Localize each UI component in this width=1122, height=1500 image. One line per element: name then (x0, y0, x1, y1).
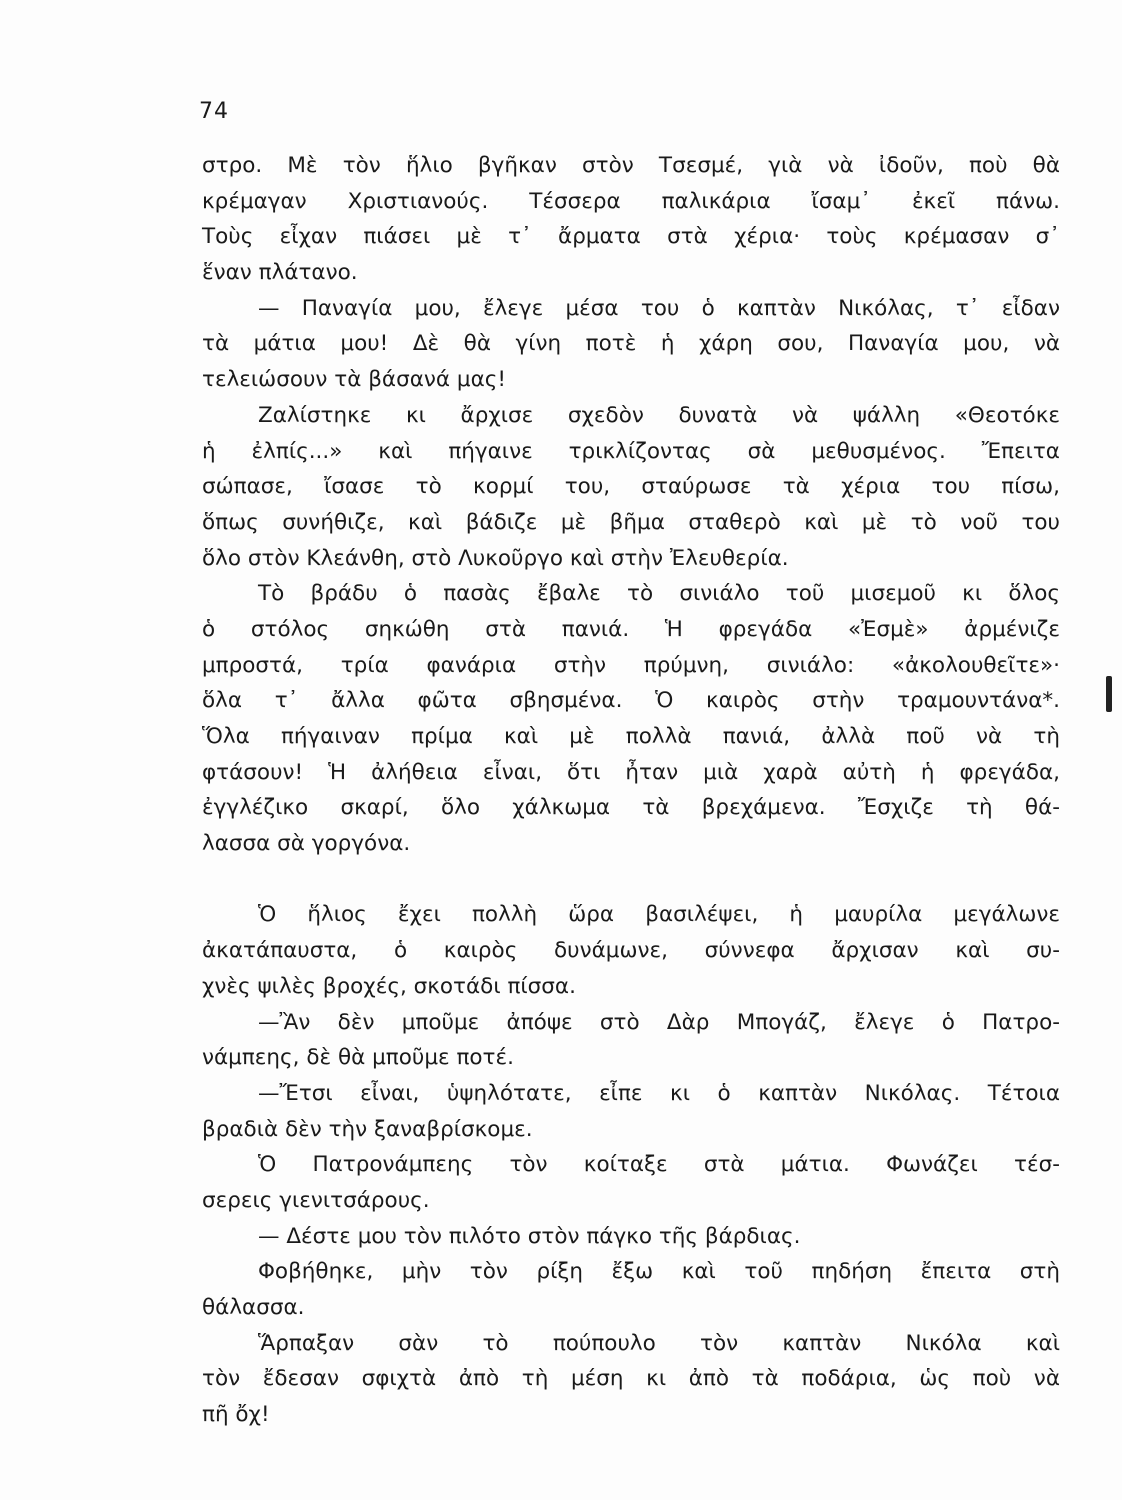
text-line: — Παναγία μου, ἔλεγε μέσα του ὁ καπτὰν Νικόλας, τ᾽ εἶδαν (258, 295, 1060, 321)
page-number: 74 (199, 99, 229, 124)
text-line: τὰ μάτια μου! Δὲ θὰ γίνη ποτὲ ἡ χάρη σου, Παναγία μου, νὰ (202, 331, 1060, 357)
text-line: Ὁ Πατρονάμπεης τὸν κοίταξε στὰ μάτια. Φωνάζει τέσ- (258, 1152, 1060, 1178)
text-line: λασσα σὰ γοργόνα. (202, 831, 411, 857)
text-line: θάλασσα. (202, 1295, 305, 1320)
text-line: ὁ στόλος σηκώθη στὰ πανιά. Ἡ φρεγάδα «Ἐσμὲ» ἀρμένιζε (202, 616, 1060, 642)
text-line: Φοβήθηκε, μὴν τὸν ρίξη ἔξω καὶ τοῦ πηδήση ἔπειτα στὴ (258, 1259, 1060, 1285)
text-line: ἀκατάπαυστα, ὁ καιρὸς δυνάμωνε, σύννεφα ἄρχισαν καὶ συ- (202, 938, 1060, 964)
text-line: Τοὺς εἶχαν πιάσει μὲ τ᾽ ἄρματα στὰ χέρια· τοὺς κρέμασαν σ᾽ (202, 224, 1060, 250)
text-line: Ὅλα πήγαιναν πρίμα καὶ μὲ πολλὰ πανιά, ἀλλὰ ποῦ νὰ τὴ (202, 724, 1060, 749)
text-line: ὅπως συνήθιζε, καὶ βάδιζε μὲ βῆμα σταθερὸ καὶ μὲ τὸ νοῦ του (202, 509, 1060, 535)
text-line: Ὁ ἥλιος ἔχει πολλὴ ὥρα βασιλέψει, ἡ μαυρίλα μεγάλωνε (258, 902, 1060, 928)
text-line: πῆ ὄχ! (202, 1402, 270, 1428)
text-line: ἐγγλέζικο σκαρί, ὅλο χάλκωμα τὰ βρεχάμενα. Ἔσχιζε τὴ θά- (202, 795, 1060, 821)
text-line: ἡ ἐλπίς...» καὶ πήγαινε τρικλίζοντας σὰ μεθυσμένος. Ἔπειτα (202, 438, 1060, 464)
text-line: Ἅρπαξαν σὰν τὸ πούπουλο τὸν καπτὰν Νικόλα καὶ (258, 1330, 1060, 1356)
text-line: μπροστά, τρία φανάρια στὴν πρύμνη, σινιάλο: «ἀκολουθεῖτε»· (202, 652, 1060, 678)
text-line: σερεις γιενιτσάρους. (202, 1187, 430, 1213)
text-line: χνὲς ψιλὲς βροχές, σκοτάδι πίσσα. (202, 973, 576, 999)
text-line: στρο. Μὲ τὸν ἥλιο βγῆκαν στὸν Τσεσμέ, γιὰ νὰ ἰδοῦν, ποὺ θὰ (202, 153, 1060, 178)
text-line: σώπασε, ἴσασε τὸ κορμί του, σταύρωσε τὰ χέρια του πίσω, (202, 474, 1060, 500)
text-line: ἕναν πλάτανο. (202, 260, 358, 286)
text-line: νάμπεης, δὲ θὰ μποῦμε ποτέ. (202, 1045, 514, 1071)
text-line: —Ἔτσι εἶναι, ὑψηλότατε, εἶπε κι ὁ καπτὰν Νικόλας. Τέτοια (258, 1080, 1060, 1106)
text-line: — Δέστε μου τὸν πιλότο στὸν πάγκο τῆς βάρδιας. (258, 1223, 801, 1249)
text-line: τὸν ἔδεσαν σφιχτὰ ἀπὸ τὴ μέση κι ἀπὸ τὰ ποδάρια, ὡς ποὺ νὰ (202, 1366, 1060, 1392)
text-line: ὅλο στὸν Κλεάνθη, στὸ Λυκοῦργο καὶ στὴν Ἐλευθερία. (202, 545, 789, 571)
binding-mark (1106, 676, 1112, 712)
text-line: βραδιὰ δὲν τὴν ξαναβρίσκομε. (202, 1116, 533, 1142)
text-line: —Ἂν δὲν μποῦμε ἀπόψε στὸ Δὰρ Μπογάζ, ἔλεγε ὁ Πατρο- (258, 1009, 1060, 1035)
text-line: ὅλα τ᾽ ἄλλα φῶτα σβησμένα. Ὁ καιρὸς στὴν τραμουντάνα*. (202, 688, 1060, 714)
text-line: φτάσουν! Ἡ ἀλήθεια εἶναι, ὅτι ἦταν μιὰ χαρὰ αὐτὴ ἡ φρεγάδα, (202, 759, 1060, 785)
text-line: κρέμαγαν Χριστιανούς. Τέσσερα παλικάρια ἴσαμ᾽ ἐκεῖ πάνω. (202, 188, 1060, 214)
text-line: Τὸ βράδυ ὁ πασὰς ἔβαλε τὸ σινιάλο τοῦ μισεμοῦ κι ὅλος (258, 581, 1060, 607)
body-text (202, 148, 1060, 1433)
text-line: Ζαλίστηκε κι ἄρχισε σχεδὸν δυνατὰ νὰ ψάλλη «Θεοτόκε (258, 402, 1060, 428)
text-line: τελειώσουν τὰ βάσανά μας! (202, 367, 507, 393)
section-break (202, 862, 1060, 898)
